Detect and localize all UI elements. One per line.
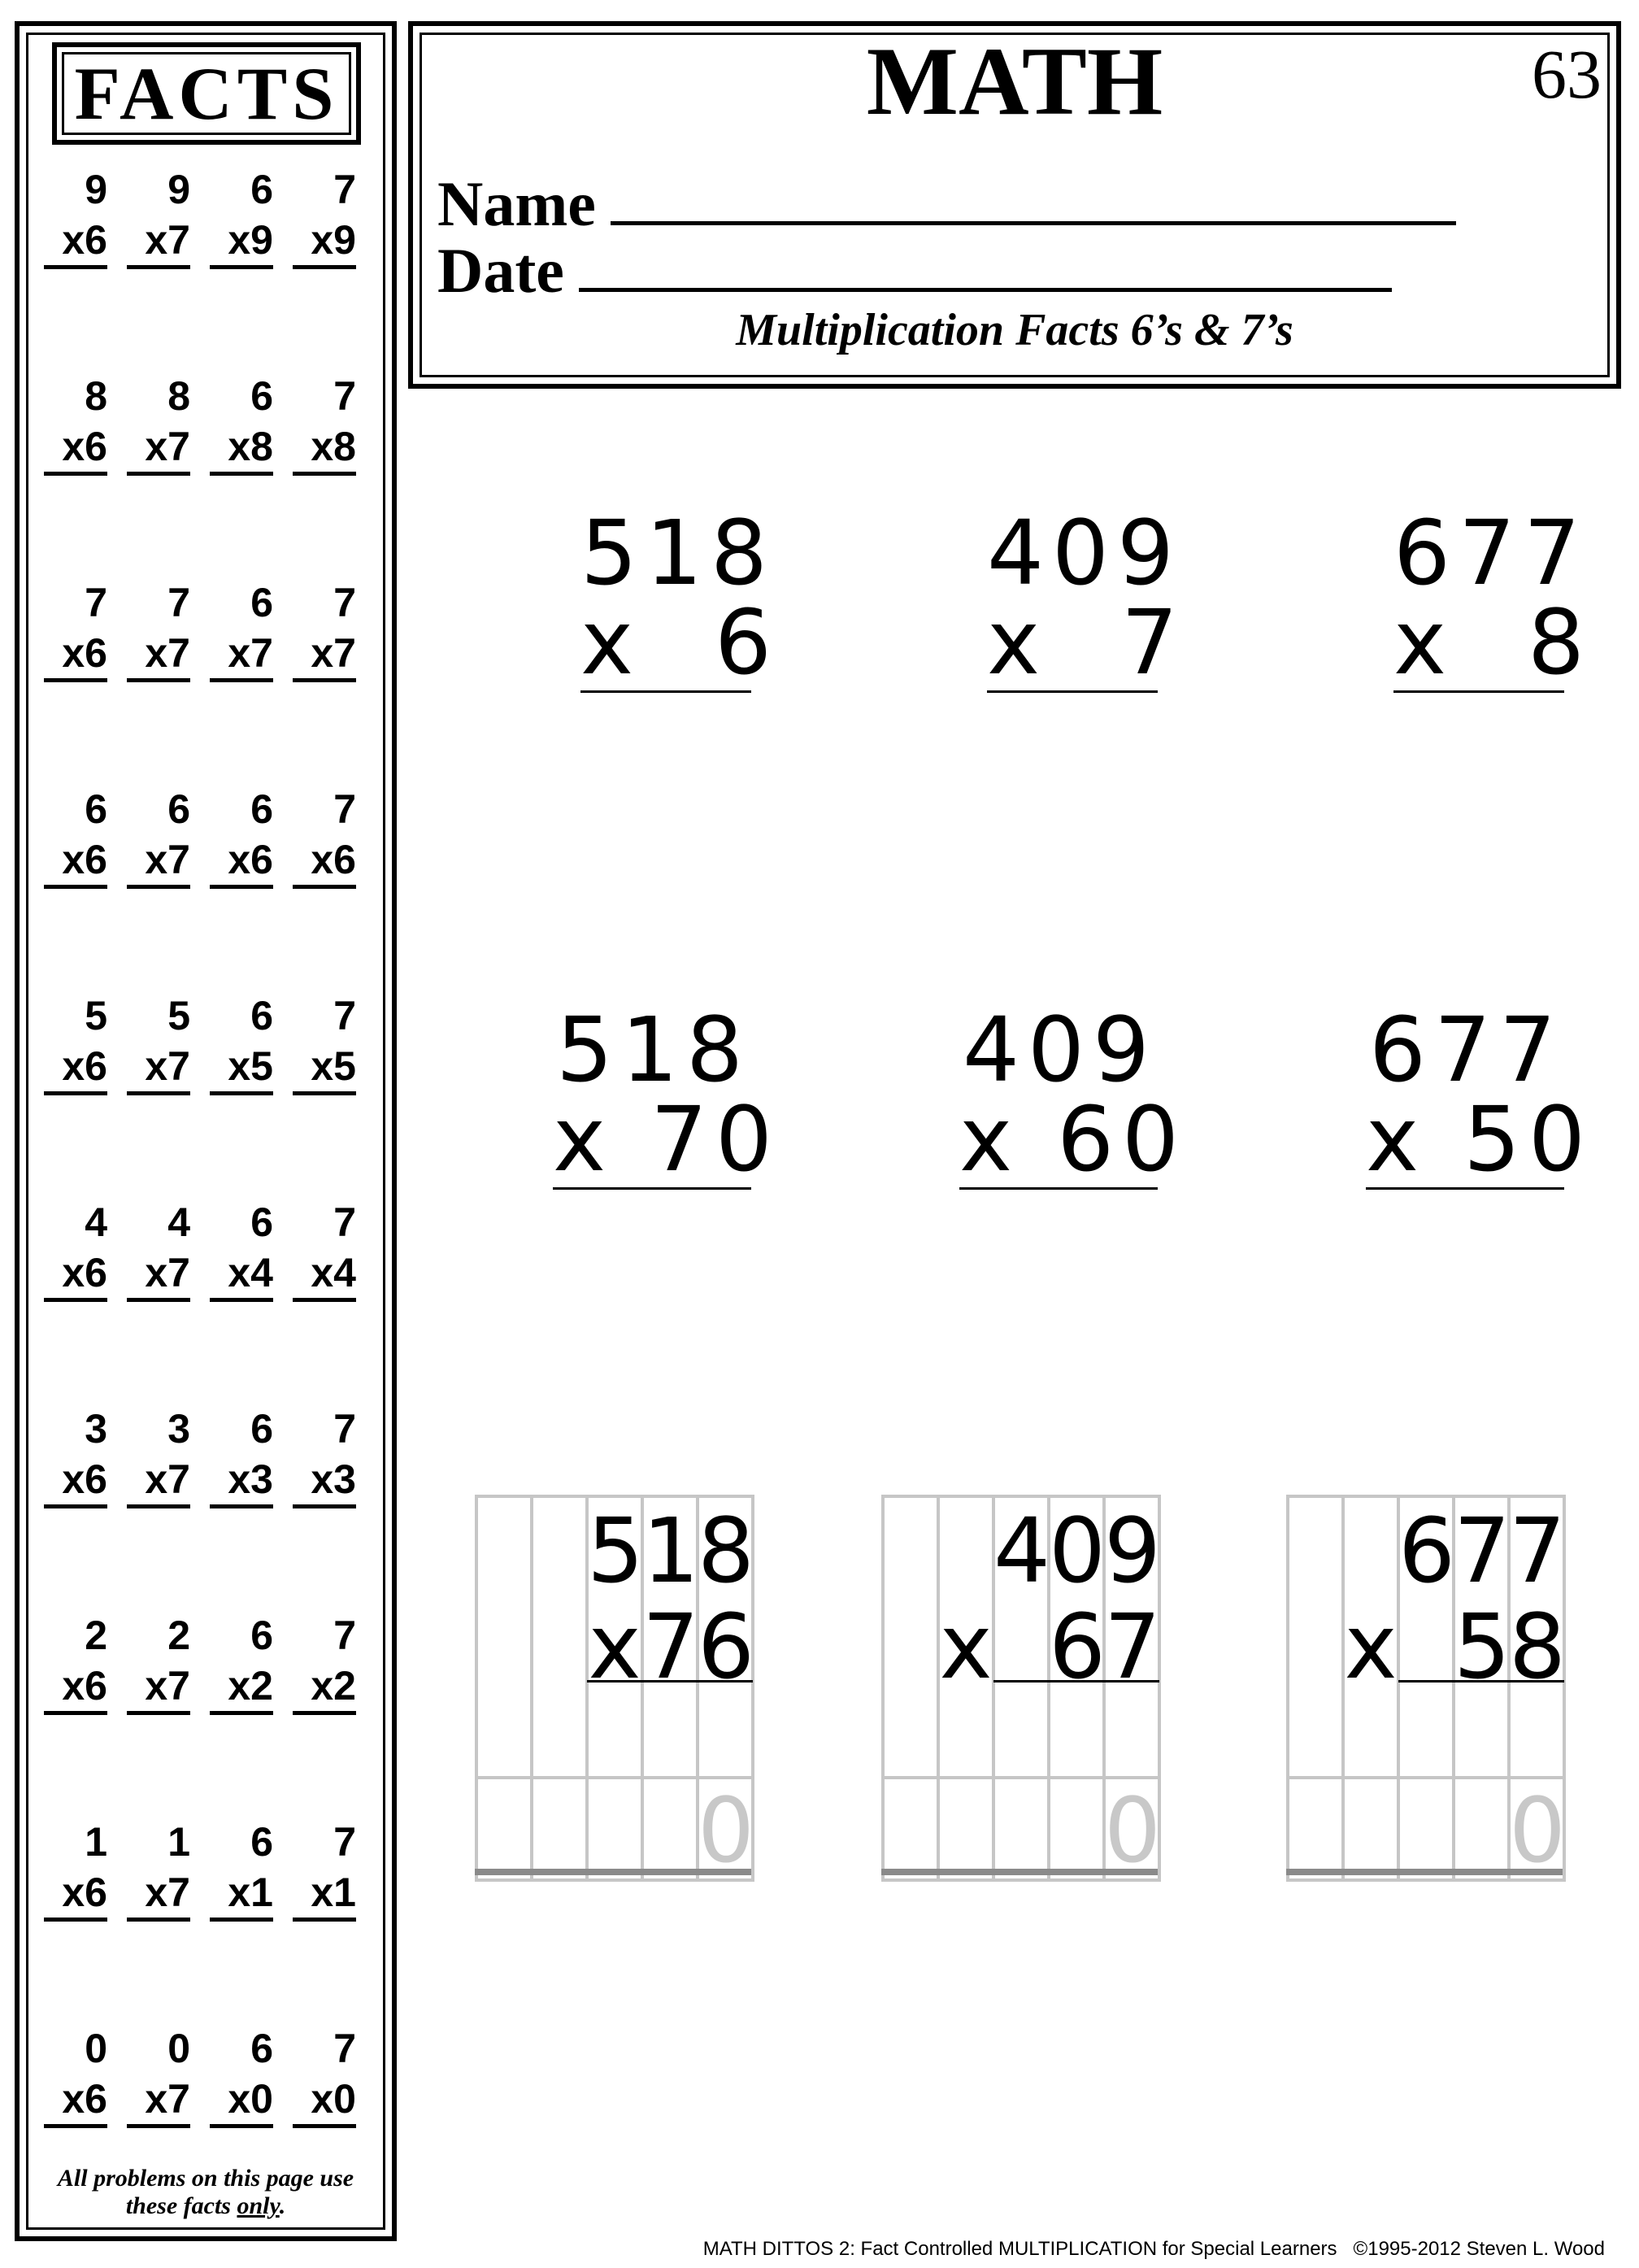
facts-note-line1: All problems on this page use <box>57 2165 354 2192</box>
fact-item <box>210 990 273 1095</box>
problem-multiplier: x 6 <box>580 590 780 694</box>
fact-bottom: x6 <box>44 834 107 889</box>
fact-top: 1 <box>85 1819 107 1865</box>
page-title: MATH <box>866 27 1163 135</box>
fact-bottom: x6 <box>44 628 107 682</box>
fact-top: 6 <box>250 1613 273 1658</box>
fact-bottom: x6 <box>44 1041 107 1095</box>
fact-top: 6 <box>250 1819 273 1865</box>
fact-top: 6 <box>250 786 273 832</box>
fact-bottom: x7 <box>127 1867 190 1922</box>
fact-bottom: x7 <box>210 628 273 682</box>
fact-bottom: x6 <box>44 421 107 476</box>
grid-multiplier-digit: 5 <box>1454 1595 1511 1699</box>
fact-item <box>293 784 356 889</box>
fact-row <box>44 1197 377 1295</box>
page-number: 63 <box>1532 35 1602 113</box>
fact-top: 8 <box>167 373 190 419</box>
fact-top: 6 <box>250 580 273 625</box>
fact-item <box>127 371 190 476</box>
fact-top: 5 <box>167 993 190 1038</box>
fact-item <box>127 1610 190 1715</box>
fact-row <box>44 1404 377 1501</box>
facts-note-line2-post: . <box>279 2192 286 2219</box>
fact-item <box>293 990 356 1095</box>
fact-bottom: x3 <box>210 1454 273 1508</box>
fact-top: 4 <box>167 1199 190 1245</box>
fact-row <box>44 1610 377 1708</box>
fact-row <box>44 2023 377 2121</box>
fact-item <box>293 1610 356 1715</box>
problem-multiplier: x 70 <box>553 1087 781 1191</box>
fact-item <box>210 164 273 269</box>
facts-note-line2 <box>20 2192 392 2220</box>
placeholder-zero-hint: 0 <box>1104 1778 1161 1883</box>
fact-bottom: x7 <box>127 1454 190 1508</box>
grid-multiplicand-digit: 8 <box>698 1499 754 1603</box>
fact-item <box>44 990 107 1095</box>
fact-item <box>44 577 107 682</box>
fact-row <box>44 164 377 262</box>
fact-bottom: x7 <box>127 215 190 269</box>
fact-item <box>44 1610 107 1715</box>
fact-item <box>293 2023 356 2128</box>
problem-multiplier: x 50 <box>1366 1087 1594 1191</box>
fact-bottom: x9 <box>210 215 273 269</box>
fact-top: 6 <box>250 1406 273 1452</box>
problem-row1-3 <box>1393 501 1593 694</box>
fact-bottom: x8 <box>293 421 356 476</box>
fact-bottom: x6 <box>44 2074 107 2128</box>
fact-top: 6 <box>250 2026 273 2071</box>
fact-row <box>44 990 377 1088</box>
fact-top: 6 <box>250 993 273 1038</box>
date-label: Date <box>437 235 564 306</box>
fact-top: 7 <box>333 2026 356 2071</box>
facts-title: FACTS <box>62 52 351 135</box>
fact-top: 9 <box>85 167 107 212</box>
fact-bottom: x4 <box>210 1247 273 1302</box>
fact-item <box>293 1817 356 1922</box>
fact-top: 6 <box>250 373 273 419</box>
fact-top: 9 <box>167 167 190 212</box>
fact-top: 3 <box>85 1406 107 1452</box>
fact-item <box>210 784 273 889</box>
fact-bottom: x7 <box>127 834 190 889</box>
date-field <box>437 235 1392 306</box>
fact-top: 7 <box>333 580 356 625</box>
fact-item <box>127 2023 190 2128</box>
placeholder-zero-hint: 0 <box>698 1778 754 1883</box>
grid-multiplier-digit: 6 <box>1049 1595 1106 1699</box>
copyright-footer: MATH DITTOS 2: Fact Controlled MULTIPLICATION for Special Learners ©1995-2012 Steven L. Wood <box>702 2238 1605 2260</box>
grid-multiplicand-digit: 7 <box>1454 1499 1511 1603</box>
fact-bottom: x7 <box>127 1247 190 1302</box>
fact-bottom: x9 <box>293 215 356 269</box>
grid-problem <box>475 1495 754 1883</box>
fact-item <box>210 371 273 476</box>
fact-item <box>127 1817 190 1922</box>
fact-bottom: x2 <box>293 1661 356 1715</box>
problem-row1-1 <box>580 501 780 694</box>
problem-multiplicand: 677 <box>1369 998 1564 1102</box>
fact-item <box>44 2023 107 2128</box>
fact-item <box>127 990 190 1095</box>
problem-row2-1 <box>553 998 781 1191</box>
fact-top: 7 <box>333 786 356 832</box>
problem-multiplier: x 7 <box>987 590 1187 694</box>
fact-item <box>210 577 273 682</box>
fact-bottom: x7 <box>293 628 356 682</box>
fact-top: 7 <box>333 167 356 212</box>
fact-top: 0 <box>85 2026 107 2071</box>
worksheet-subtitle: Multiplication Facts 6’s & 7’s <box>736 305 1293 355</box>
fact-bottom: x1 <box>210 1867 273 1922</box>
fact-item <box>210 1610 273 1715</box>
fact-bottom: x0 <box>293 2074 356 2128</box>
fact-item <box>293 164 356 269</box>
grid-multiplicand-digit: 0 <box>1049 1499 1106 1603</box>
fact-top: 5 <box>85 993 107 1038</box>
problem-multiplicand: 677 <box>1393 501 1589 605</box>
fact-bottom: x7 <box>127 1661 190 1715</box>
fact-bottom: x6 <box>44 1454 107 1508</box>
problem-multiplicand: 409 <box>963 998 1158 1102</box>
fact-bottom: x7 <box>127 421 190 476</box>
grid-multiplicand-digit: 7 <box>1509 1499 1566 1603</box>
fact-item <box>127 164 190 269</box>
facts-title-box <box>52 42 361 145</box>
fact-bottom: x6 <box>44 1661 107 1715</box>
facts-note-line2-pre: these facts <box>125 2192 237 2219</box>
name-field <box>437 168 1456 239</box>
fact-top: 7 <box>333 1819 356 1865</box>
fact-top: 6 <box>167 786 190 832</box>
worksheet-header <box>408 21 1621 389</box>
fact-row <box>44 577 377 675</box>
grid-problem <box>1286 1495 1566 1883</box>
fact-item <box>210 1404 273 1508</box>
fact-item <box>127 1404 190 1508</box>
fact-bottom: x4 <box>293 1247 356 1302</box>
fact-top: 0 <box>167 2026 190 2071</box>
fact-top: 7 <box>167 580 190 625</box>
grid-multiplicand-digit: 1 <box>642 1499 699 1603</box>
fact-bottom: x6 <box>210 834 273 889</box>
problem-row2-2 <box>959 998 1188 1191</box>
grid-multiplier-digit: 6 <box>698 1595 754 1699</box>
fact-top: 1 <box>167 1819 190 1865</box>
fact-row <box>44 1817 377 1914</box>
fact-bottom: x6 <box>44 215 107 269</box>
grid-multiplicand-digit: 6 <box>1398 1499 1455 1603</box>
fact-item <box>210 2023 273 2128</box>
grid-multiplier-digit: x <box>1344 1595 1398 1699</box>
fact-top: 7 <box>333 1199 356 1245</box>
fact-bottom: x0 <box>210 2074 273 2128</box>
fact-top: 7 <box>333 1613 356 1658</box>
fact-top: 7 <box>333 373 356 419</box>
fact-top: 6 <box>250 167 273 212</box>
fact-row <box>44 784 377 882</box>
fact-top: 2 <box>85 1613 107 1658</box>
fact-item <box>127 1197 190 1302</box>
grid-problem <box>881 1495 1161 1883</box>
problem-multiplicand: 518 <box>556 998 751 1102</box>
facts-note-emphasis: only <box>237 2192 280 2219</box>
grid-multiplier-digit: 7 <box>1104 1595 1161 1699</box>
fact-item <box>293 1197 356 1302</box>
fact-bottom: x1 <box>293 1867 356 1922</box>
fact-bottom: x7 <box>127 2074 190 2128</box>
problem-multiplier: x 8 <box>1393 590 1593 694</box>
fact-top: 3 <box>167 1406 190 1452</box>
fact-top: 7 <box>333 993 356 1038</box>
problem-multiplicand: 409 <box>987 501 1182 605</box>
fact-bottom: x6 <box>44 1867 107 1922</box>
fact-bottom: x6 <box>44 1247 107 1302</box>
fact-item <box>210 1197 273 1302</box>
grid-multiplicand-digit: 4 <box>993 1499 1050 1603</box>
placeholder-zero-hint: 0 <box>1509 1778 1566 1883</box>
problem-row2-3 <box>1366 998 1594 1191</box>
fact-top: 7 <box>85 580 107 625</box>
grid-multiplier-digit: x <box>588 1595 641 1699</box>
fact-item <box>44 1197 107 1302</box>
fact-bottom: x3 <box>293 1454 356 1508</box>
grid-multiplier-digit: 8 <box>1509 1595 1566 1699</box>
fact-bottom: x2 <box>210 1661 273 1715</box>
fact-row <box>44 371 377 468</box>
facts-sidebar <box>15 21 397 2241</box>
facts-note <box>20 2165 392 2220</box>
fact-bottom: x7 <box>127 628 190 682</box>
fact-top: 2 <box>167 1613 190 1658</box>
fact-item <box>44 1404 107 1508</box>
fact-top: 7 <box>333 1406 356 1452</box>
fact-item <box>44 371 107 476</box>
date-blank-line[interactable] <box>579 244 1392 292</box>
name-label: Name <box>437 168 596 239</box>
fact-bottom: x5 <box>293 1041 356 1095</box>
fact-item <box>44 164 107 269</box>
fact-item <box>293 371 356 476</box>
name-blank-line[interactable] <box>611 177 1456 225</box>
fact-item <box>293 1404 356 1508</box>
grid-multiplicand-digit: 5 <box>587 1499 644 1603</box>
grid-multiplicand-digit: 9 <box>1104 1499 1161 1603</box>
fact-item <box>210 1817 273 1922</box>
grid-multiplier-digit: 7 <box>642 1595 699 1699</box>
fact-item <box>127 784 190 889</box>
fact-bottom: x8 <box>210 421 273 476</box>
problem-row1-2 <box>987 501 1187 694</box>
fact-top: 6 <box>250 1199 273 1245</box>
problem-multiplier: x 60 <box>959 1087 1188 1191</box>
fact-bottom: x7 <box>127 1041 190 1095</box>
fact-top: 6 <box>85 786 107 832</box>
fact-top: 8 <box>85 373 107 419</box>
fact-item <box>44 1817 107 1922</box>
fact-item <box>44 784 107 889</box>
fact-item <box>293 577 356 682</box>
grid-multiplier-digit: x <box>939 1595 993 1699</box>
fact-bottom: x6 <box>293 834 356 889</box>
problem-multiplicand: 518 <box>580 501 776 605</box>
fact-bottom: x5 <box>210 1041 273 1095</box>
fact-top: 4 <box>85 1199 107 1245</box>
fact-item <box>127 577 190 682</box>
